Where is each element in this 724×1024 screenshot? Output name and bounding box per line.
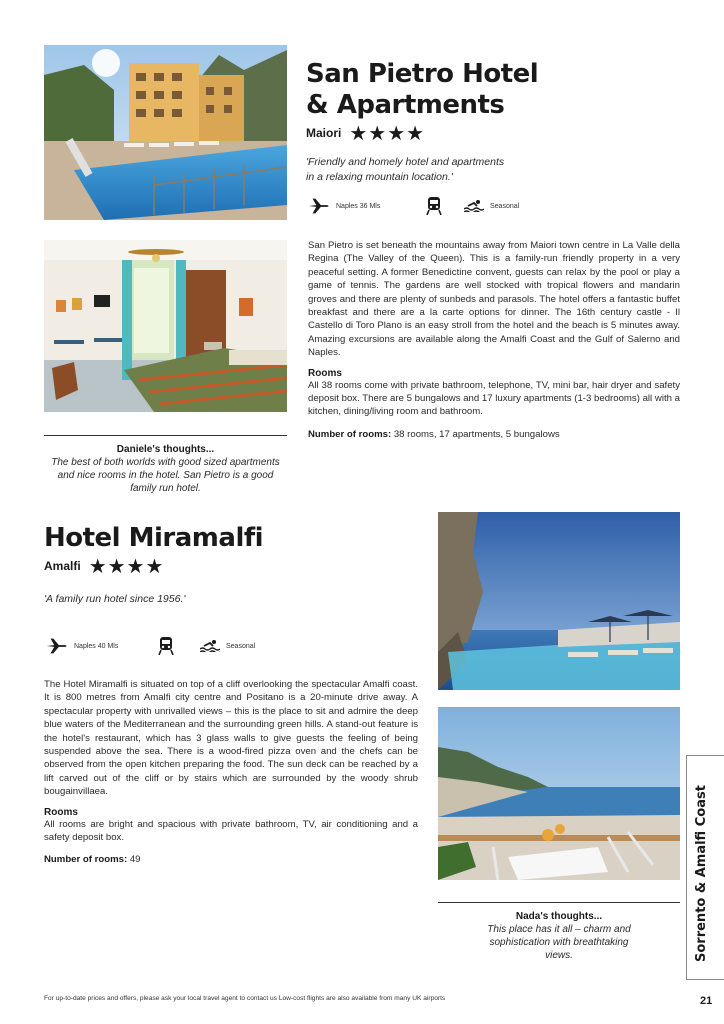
thoughts-text: This place has it all – charm and sophistication with breathtaking views.: [487, 924, 631, 961]
terrace-dining-photo: [438, 707, 680, 880]
hotel-location: Amalfi: [44, 559, 81, 573]
hotel-facts: [46, 637, 255, 655]
star-rating: ★★★★: [88, 554, 165, 578]
footer-note: For up-to-date prices and offers, please ask your local travel agent to contact us Low-cost flights are also available from many UK airports: [44, 995, 446, 1002]
hotel-description: The Hotel Miramalfi is situated on top of a cliff overlooking the spectacular Amalfi coast. It is 800 metres from Amalfi city centre and Positano is a 20-minute drive away. A spectacular property with unrivalled views – this is the place to sit and admire the deep blue waters of the Mediterranean and the surrounding green hills. A stand-out feature is the hotel's restaurant, which has 3 glass walls to give guests the feeling of being suspended above the sea. There is a wood-fired pizza oven and the chefs can be observed from the open kitchen preparing the food. The sun deck can be reached by a lift carved out of the cliff or by stairs which are surrounded by the woody shrub bougainvillaea.: [44, 679, 418, 798]
hotel-location: Maiori: [306, 126, 342, 140]
thoughts-text: The best of both worlds with good sized apartments and nice rooms in the hotel. San Pietro is a good family run hotel.: [51, 457, 280, 494]
infinity-pool-photo: [438, 512, 680, 690]
train-icon: [426, 197, 442, 215]
hotel-room-photo: [44, 240, 287, 412]
rooms-description: All rooms are bright and spacious with private bathroom, TV, air conditioning and a safety deposit box.: [44, 818, 418, 844]
season-label: Seasonal: [226, 642, 256, 650]
airplane-icon: [46, 638, 68, 654]
hotel-facts: [308, 197, 519, 215]
tagline-line-2: in a relaxing mountain location.': [306, 171, 453, 183]
swimming-icon: [200, 640, 220, 652]
number-of-rooms-value: 49: [127, 854, 141, 866]
rooms-heading: Rooms: [44, 806, 78, 818]
staff-thoughts: [44, 435, 287, 495]
tagline-line-1: 'Friendly and homely hotel and apartments: [306, 156, 505, 168]
section-label: Sorrento & Amalfi Coast: [694, 785, 709, 962]
hotel-description: San Pietro is set beneath the mountains away from Maiori town centre in La Valle della Regina (The Valley of the Queen). This is a family-run friendly property in a very peaceful setting. A former Benedictine convent, guests can relax by the pool or play a game of tennis. The gardens are well stocked with tropical flowers and mandarin groves and there are plenty of sunbeds and parasols. The hotel offers a fantastic buffet breakfast and there are a la carte options for dinner. The 16th century castle - Il Castello di Toro Plano is an easy stroll from the hotel and the beach is 5 minutes away. Amazing excursions are available along the Amalfi Coast and the Gulf of Salerno and Naples.: [308, 240, 680, 359]
airport-distance: Naples 36 Mls: [336, 202, 381, 210]
number-of-rooms-value: 38 rooms, 17 apartments, 5 bungalows: [391, 428, 560, 440]
thoughts-heading: Daniele's thoughts...: [116, 444, 215, 455]
hotel-title: [306, 59, 676, 121]
star-rating: ★★★★: [349, 121, 426, 145]
hotel-tagline: [306, 155, 606, 185]
rooms-description: All 38 rooms come with private bathroom, telephone, TV, mini bar, hair dryer and safety deposit box. There are 5 bungalows and 17 luxury apartments (1-3 bedrooms) all with a kitchen, dining/living room and bathroom.: [308, 379, 680, 418]
hotel-pool-photo: [44, 45, 287, 220]
number-of-rooms-label: Number of rooms:: [44, 854, 128, 866]
number-of-rooms: [308, 429, 680, 440]
thoughts-heading: Nada's thoughts...: [515, 911, 603, 922]
season-label: Seasonal: [490, 202, 520, 210]
staff-thoughts: [438, 902, 680, 962]
hotel-tagline: 'A family run hotel since 1956.': [44, 593, 186, 605]
hotel-title-line-2: & Apartments: [306, 90, 505, 120]
swimming-icon: [464, 200, 484, 212]
hotel-title: Hotel Miramalfi: [44, 523, 264, 553]
number-of-rooms: [44, 854, 418, 865]
airplane-icon: [308, 198, 330, 214]
page-number: 21: [700, 995, 713, 1007]
train-icon: [158, 637, 174, 655]
rooms-heading: Rooms: [308, 367, 342, 379]
hotel-title-line-1: San Pietro Hotel: [306, 59, 539, 89]
airport-distance: Naples 40 Mls: [74, 642, 119, 650]
number-of-rooms-label: Number of rooms:: [308, 428, 392, 440]
